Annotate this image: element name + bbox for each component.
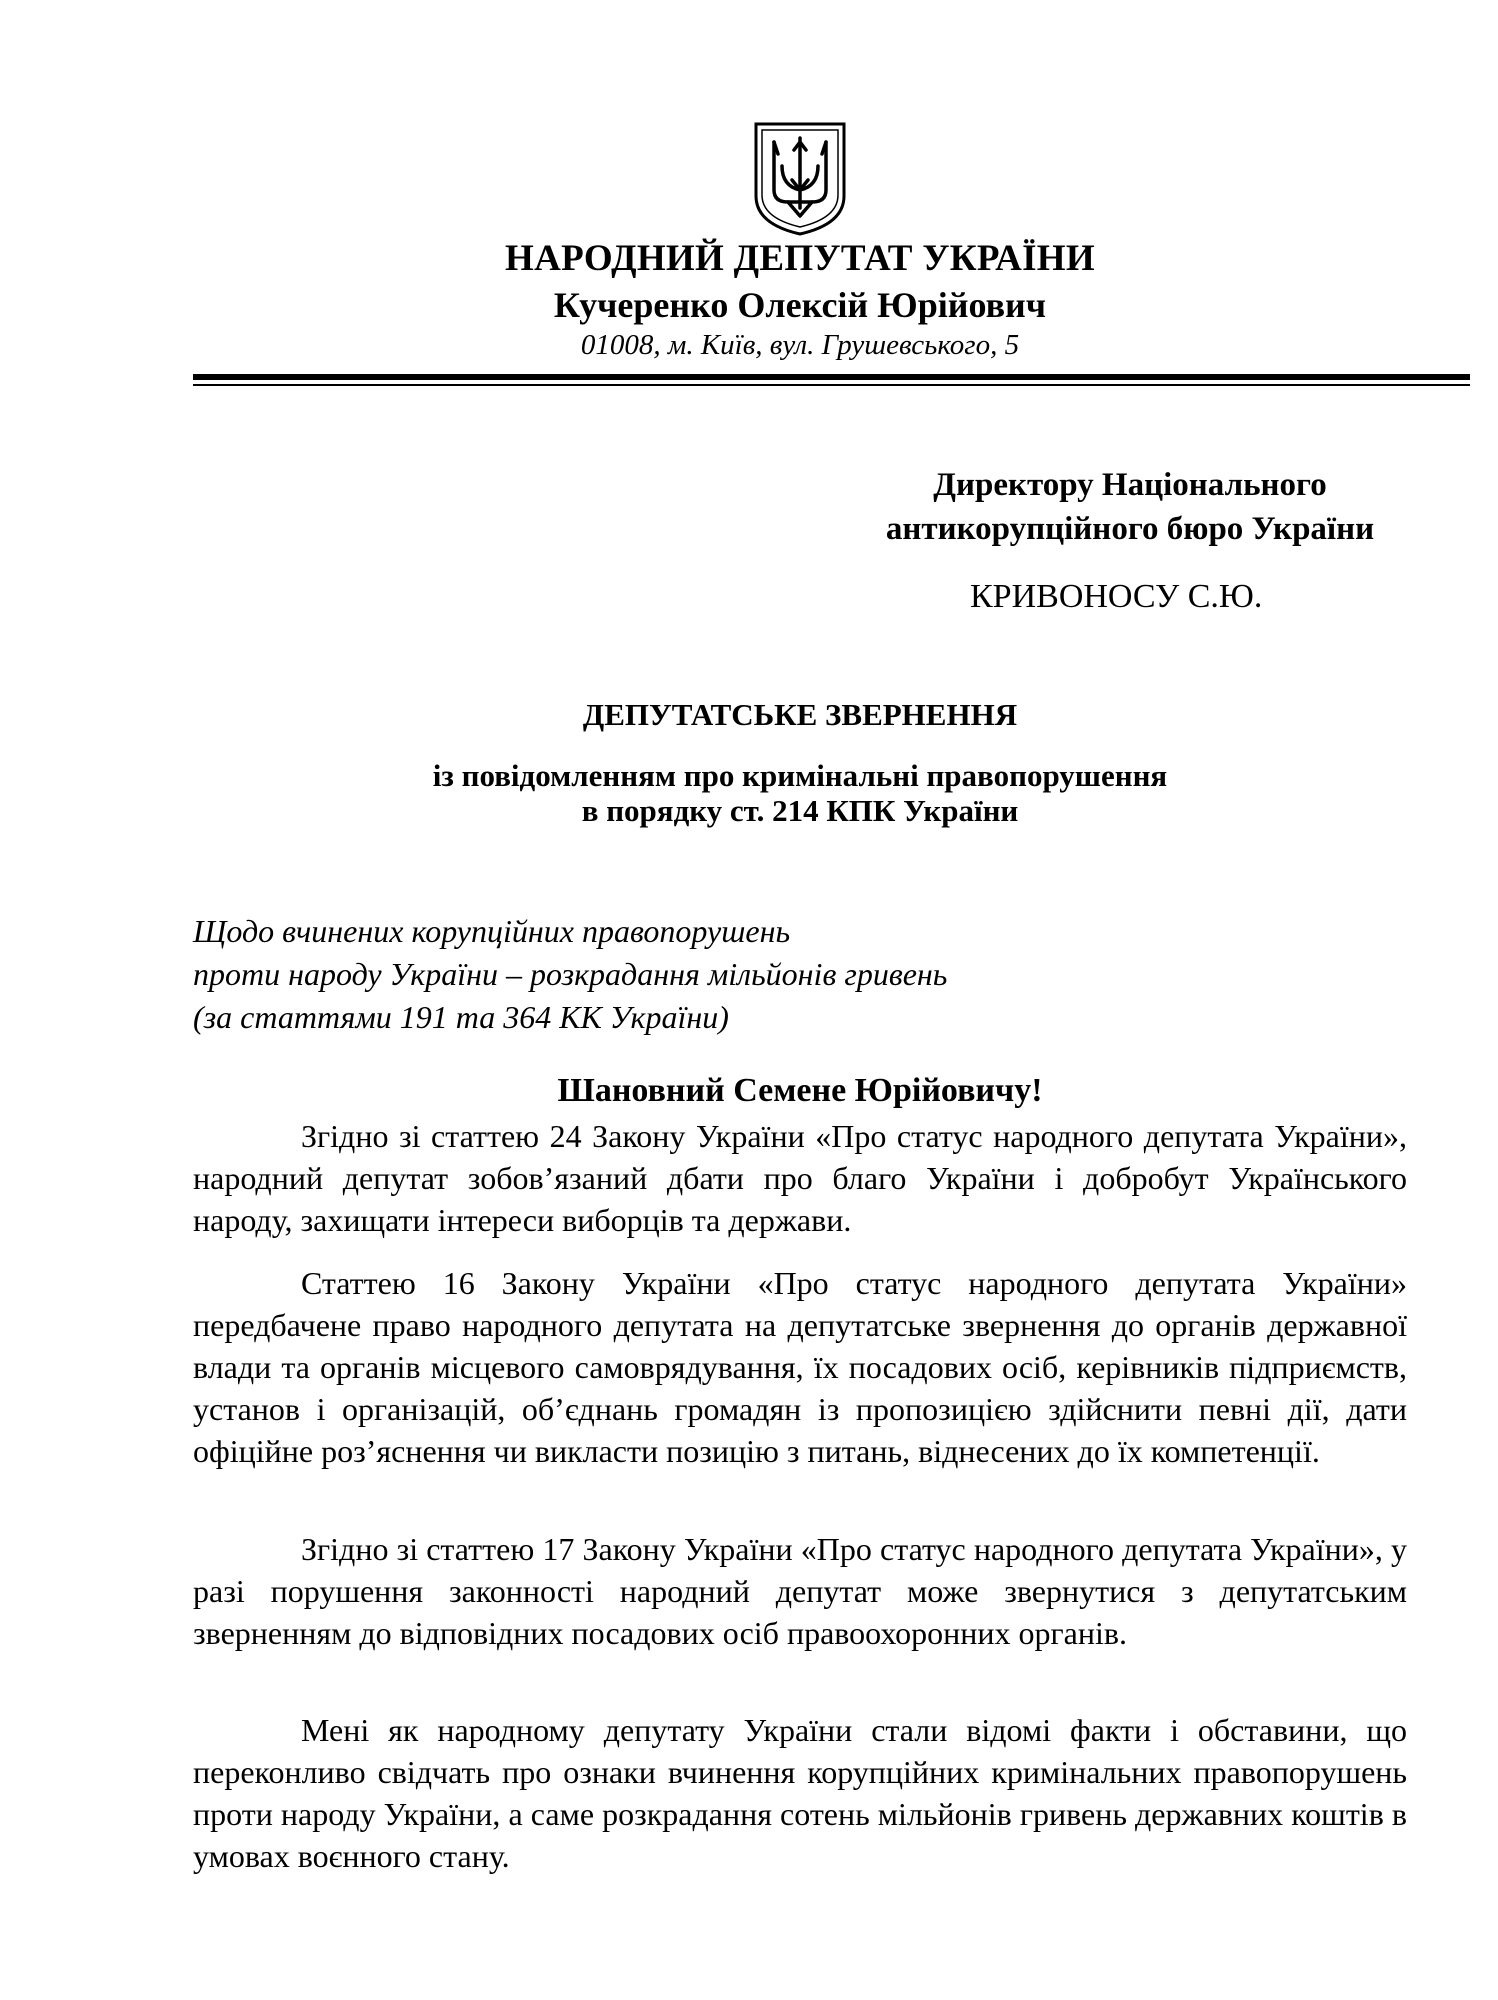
document-title: ДЕПУТАТСЬКЕ ЗВЕРНЕННЯ (582, 697, 1018, 732)
document-subtitle-line-2: в порядку ст. 214 КПК України (581, 793, 1019, 828)
addressee-line-1: Директору Національного (933, 467, 1327, 503)
greeting: Шановний Семене Юрійовичу! (557, 1072, 1043, 1109)
document-subtitle-line-1: із повідомленням про кримінальні правопорушення (432, 758, 1168, 793)
body-paragraph-1: Згідно зі статтею 24 Закону України «Про статус народного депутата України», народний депутат зобов’язаний дбати про благо України і добробут Українського народу, захищати інтереси виборців та держави. (193, 1118, 1407, 1238)
header-address: 01008, м. Київ, вул. Грушевського, 5 (580, 329, 1020, 361)
subject-line-2: проти народу України – розкрадання мільйонів гривень (193, 956, 948, 992)
addressee-line-2: антикорупційного бюро України (885, 511, 1375, 547)
header-divider-thin (193, 384, 1470, 386)
subject-line-1: Щодо вчинених корупційних правопорушень (193, 913, 790, 949)
body-paragraph-4: Мені як народному депутату України стали відомі факти і обставини, що переконливо свідчать про ознаки вчинення корупційних кримінальних правопорушень проти народу України, а саме розкрадання сотень мільйонів гривень державних коштів в умовах воєнного стану. (193, 1712, 1407, 1874)
tryzub-coat-of-arms-icon (752, 120, 848, 238)
body-paragraph-3: Згідно зі статтею 17 Закону України «Про статус народного депутата України», у разі порушення законності народний депутат може звернутися з депутатським зверненням до відповідних посадових осіб правоохоронних органів. (193, 1531, 1407, 1651)
body-paragraph-2: Статтею 16 Закону України «Про статус народного депутата України» передбачене право народного депутата на депутатське звернення до органів державної влади та органів місцевого самоврядування, їх посадових осіб, керівників підприємств, установ і організацій, об’єднань громадян із пропозицією здійснити певні дії, дати офіційне роз’яснення чи викласти позицію з питань, віднесених до їх компетенції. (193, 1265, 1407, 1469)
subject-line-3: (за статтями 191 та 364 КК України) (193, 999, 729, 1035)
header-divider-thick (193, 374, 1470, 380)
header-title: НАРОДНИЙ ДЕПУТАТ УКРАЇНИ (505, 238, 1095, 279)
recipient-name: КРИВОНОСУ С.Ю. (970, 578, 1263, 615)
header-name: Кучеренко Олексій Юрійович (553, 285, 1047, 325)
